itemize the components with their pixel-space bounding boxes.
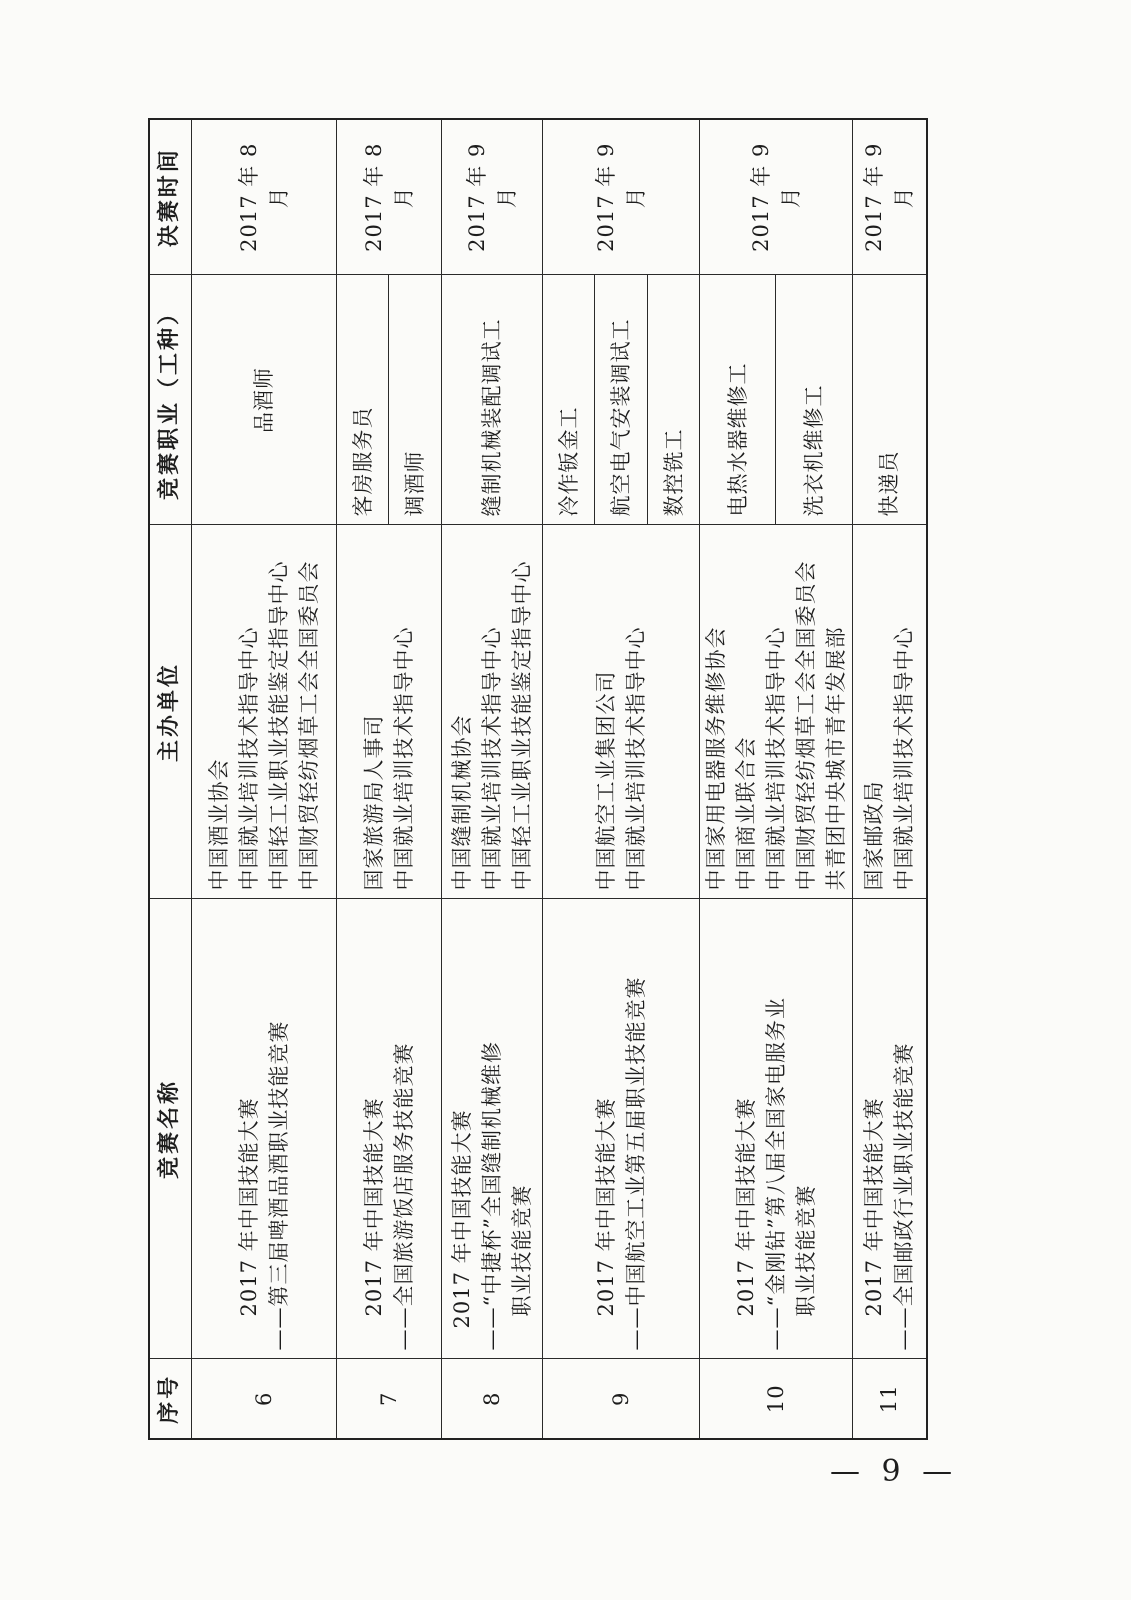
organizer-item: 中国轻工业职业技能鉴定指导中心 bbox=[509, 560, 534, 891]
organizer-item: 中国商业联合会 bbox=[733, 736, 758, 891]
organizer-item: 中国就业培训技术指导中心 bbox=[892, 626, 917, 891]
organizer-item: 共青团中央城市青年发展部 bbox=[823, 626, 848, 891]
table-row bbox=[542, 119, 594, 1439]
table-row bbox=[441, 119, 542, 1439]
header-time: 决赛时间 bbox=[149, 119, 191, 275]
name-line: 职业技能竞赛 bbox=[509, 1184, 534, 1317]
competition-name bbox=[700, 899, 852, 1359]
table-row bbox=[336, 119, 388, 1439]
occupation: 电热水器维修工 bbox=[700, 275, 776, 525]
name-line: 2017 年中国技能大赛 bbox=[733, 1097, 758, 1317]
name-line: 2017 年中国技能大赛 bbox=[361, 1097, 386, 1317]
occupation: 冷作钣金工 bbox=[542, 275, 594, 525]
name-line: ——全国邮政行业职业技能竞赛 bbox=[892, 1042, 917, 1351]
name-line: ——全国旅游饭店服务技能竞赛 bbox=[391, 1042, 416, 1351]
header-occupation: 竞赛职业（工种） bbox=[149, 275, 191, 525]
occupation: 洗衣机维修工 bbox=[776, 275, 852, 525]
organizer-list bbox=[700, 525, 852, 899]
occupation: 调酒师 bbox=[389, 275, 441, 525]
name-line: ——中国航空工业第五届职业技能竞赛 bbox=[624, 976, 649, 1351]
organizer-item: 中国就业培训技术指导中心 bbox=[479, 626, 504, 891]
name-line: 2017 年中国技能大赛 bbox=[862, 1097, 887, 1317]
occupation: 缝制机械装配调试工 bbox=[441, 275, 542, 525]
organizer-item: 中国财贸轻纺烟草工会全国委员会 bbox=[296, 560, 321, 891]
organizer-item: 中国就业培训技术指导中心 bbox=[236, 626, 261, 891]
occupation: 品酒师 bbox=[191, 275, 336, 525]
table-row bbox=[191, 119, 336, 1439]
name-line: 2017 年中国技能大赛 bbox=[449, 1109, 474, 1329]
organizer-item: 中国就业培训技术指导中心 bbox=[391, 626, 416, 891]
header-organizer: 主办单位 bbox=[149, 525, 191, 899]
organizer-item: 中国家用电器服务维修协会 bbox=[703, 626, 728, 891]
name-line: ——“中捷杯”全国缝制机械维修 bbox=[479, 1041, 504, 1351]
row-number: 11 bbox=[852, 1359, 927, 1439]
organizer-item: 中国缝制机械协会 bbox=[449, 714, 474, 891]
row-number: 7 bbox=[336, 1359, 441, 1439]
row-number: 10 bbox=[700, 1359, 852, 1439]
organizer-item: 中国航空工业集团公司 bbox=[594, 670, 619, 891]
row-number: 6 bbox=[191, 1359, 336, 1439]
final-time: 2017 年 9 月 bbox=[852, 119, 927, 275]
name-line: ——第三届啤酒品酒职业技能竞赛 bbox=[266, 1020, 291, 1351]
name-line: 职业技能竞赛 bbox=[793, 1184, 818, 1317]
organizer-list bbox=[852, 525, 927, 899]
row-number: 9 bbox=[542, 1359, 699, 1439]
organizer-list bbox=[542, 525, 699, 899]
organizer-item: 中国酒业协会 bbox=[206, 758, 231, 891]
occupation: 客房服务员 bbox=[336, 275, 388, 525]
organizer-list bbox=[441, 525, 542, 899]
organizer-item: 中国就业培训技术指导中心 bbox=[624, 626, 649, 891]
header-row bbox=[149, 119, 191, 1439]
final-time: 2017 年 9 月 bbox=[441, 119, 542, 275]
page-number: — 9 — bbox=[830, 1454, 959, 1489]
name-line: ——“金刚钻”第八届全国家电服务业 bbox=[763, 997, 788, 1351]
table-row bbox=[700, 119, 776, 1439]
header-name: 竞赛名称 bbox=[149, 899, 191, 1359]
organizer-list bbox=[336, 525, 441, 899]
occupation: 航空电气安装调试工 bbox=[595, 275, 647, 525]
competition-name bbox=[542, 899, 699, 1359]
row-number: 8 bbox=[441, 1359, 542, 1439]
final-time: 2017 年 8 月 bbox=[191, 119, 336, 275]
final-time: 2017 年 9 月 bbox=[542, 119, 699, 275]
organizer-item: 国家邮政局 bbox=[862, 780, 887, 891]
occupation: 数控铣工 bbox=[647, 275, 699, 525]
organizer-item: 中国轻工业职业技能鉴定指导中心 bbox=[266, 560, 291, 891]
final-time: 2017 年 9 月 bbox=[700, 119, 852, 275]
occupation: 快递员 bbox=[852, 275, 927, 525]
final-time: 2017 年 8 月 bbox=[336, 119, 441, 275]
rotated-table-wrapper bbox=[148, 120, 928, 1440]
competition-name bbox=[191, 899, 336, 1359]
organizer-item: 中国财贸轻纺烟草工会全国委员会 bbox=[793, 560, 818, 891]
competition-table bbox=[148, 118, 928, 1440]
name-line: 2017 年中国技能大赛 bbox=[594, 1097, 619, 1317]
table-row bbox=[852, 119, 927, 1439]
organizer-item: 国家旅游局人事司 bbox=[361, 714, 386, 891]
organizer-list bbox=[191, 525, 336, 899]
competition-name bbox=[852, 899, 927, 1359]
name-line: 2017 年中国技能大赛 bbox=[236, 1097, 261, 1317]
competition-name bbox=[336, 899, 441, 1359]
header-no: 序号 bbox=[149, 1359, 191, 1439]
organizer-item: 中国就业培训技术指导中心 bbox=[763, 626, 788, 891]
competition-name bbox=[441, 899, 542, 1359]
